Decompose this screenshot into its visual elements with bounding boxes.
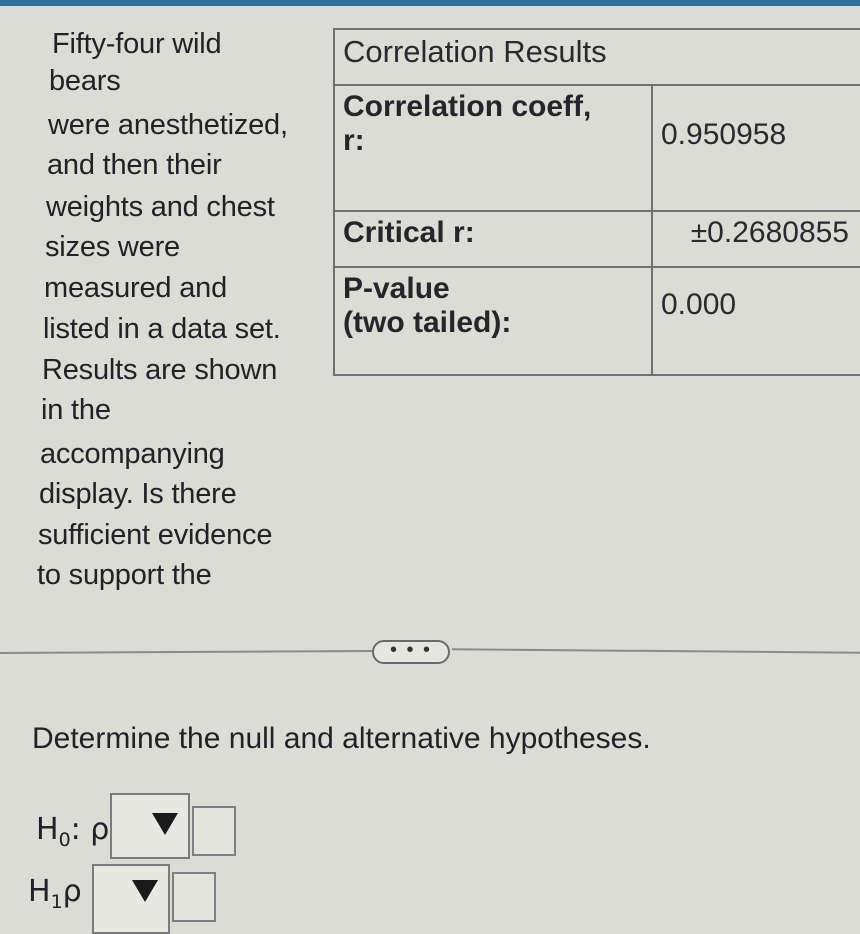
row-label xyxy=(334,267,652,375)
prompt-line: display. Is there xyxy=(39,478,237,510)
h0-rho: : ρ xyxy=(70,812,110,847)
h1-operator-dropdown[interactable] xyxy=(92,864,170,934)
h0-label xyxy=(36,812,109,851)
h0-value-input[interactable] xyxy=(192,806,236,856)
dropdown-arrow-icon xyxy=(132,880,158,902)
prompt-line: Fifty-four wild xyxy=(52,28,222,60)
question-text: Determine the null and alternative hypotheses. xyxy=(32,722,651,755)
row-label: Critical r: xyxy=(334,211,652,267)
h1-label-text: H xyxy=(28,874,51,909)
dropdown-arrow-icon xyxy=(152,813,178,835)
row-label-line: Correlation coeff, xyxy=(343,90,592,123)
prompt-line: accompanying xyxy=(40,438,225,470)
h1-rho: ρ xyxy=(62,874,82,909)
h0-operator-dropdown[interactable] xyxy=(110,793,190,859)
prompt-line: and then their xyxy=(47,149,222,181)
h1-value-input[interactable] xyxy=(172,872,216,922)
expand-more-button[interactable]: • • • xyxy=(372,640,450,664)
h1-subscript: 1 xyxy=(50,891,63,913)
row-label-line: r: xyxy=(343,124,365,157)
prompt-line: sufficient evidence xyxy=(38,519,273,551)
prompt-line: in the xyxy=(41,394,111,426)
prompt-line: to support the xyxy=(37,559,212,591)
row-label-line: (two tailed): xyxy=(343,306,512,339)
h0-label-text: H xyxy=(36,812,59,847)
prompt-line: weights and chest xyxy=(46,191,275,223)
critical-r-value: ±0.2680855 xyxy=(652,211,860,267)
prompt-line: were anesthetized, xyxy=(48,109,288,141)
row-label xyxy=(334,85,652,211)
results-table-title: Correlation Results xyxy=(334,29,860,85)
table-row xyxy=(334,85,860,211)
table-row xyxy=(334,267,860,375)
p-value-value: 0.000 xyxy=(652,267,860,375)
prompt-line: measured and xyxy=(44,272,227,304)
table-row xyxy=(334,211,860,267)
h0-subscript: 0 xyxy=(58,829,71,851)
prompt-line: bears xyxy=(49,65,121,97)
h1-label xyxy=(28,874,82,913)
prompt-line: sizes were xyxy=(45,231,180,263)
correlation-results-table xyxy=(333,28,860,339)
top-accent-bar xyxy=(0,0,860,6)
prompt-line: listed in a data set. xyxy=(43,313,281,345)
section-divider xyxy=(452,648,860,654)
row-label-line: P-value xyxy=(343,272,450,305)
section-divider xyxy=(0,650,372,654)
correlation-coeff-value: 0.950958 xyxy=(652,85,860,211)
prompt-line: Results are shown xyxy=(42,354,278,386)
